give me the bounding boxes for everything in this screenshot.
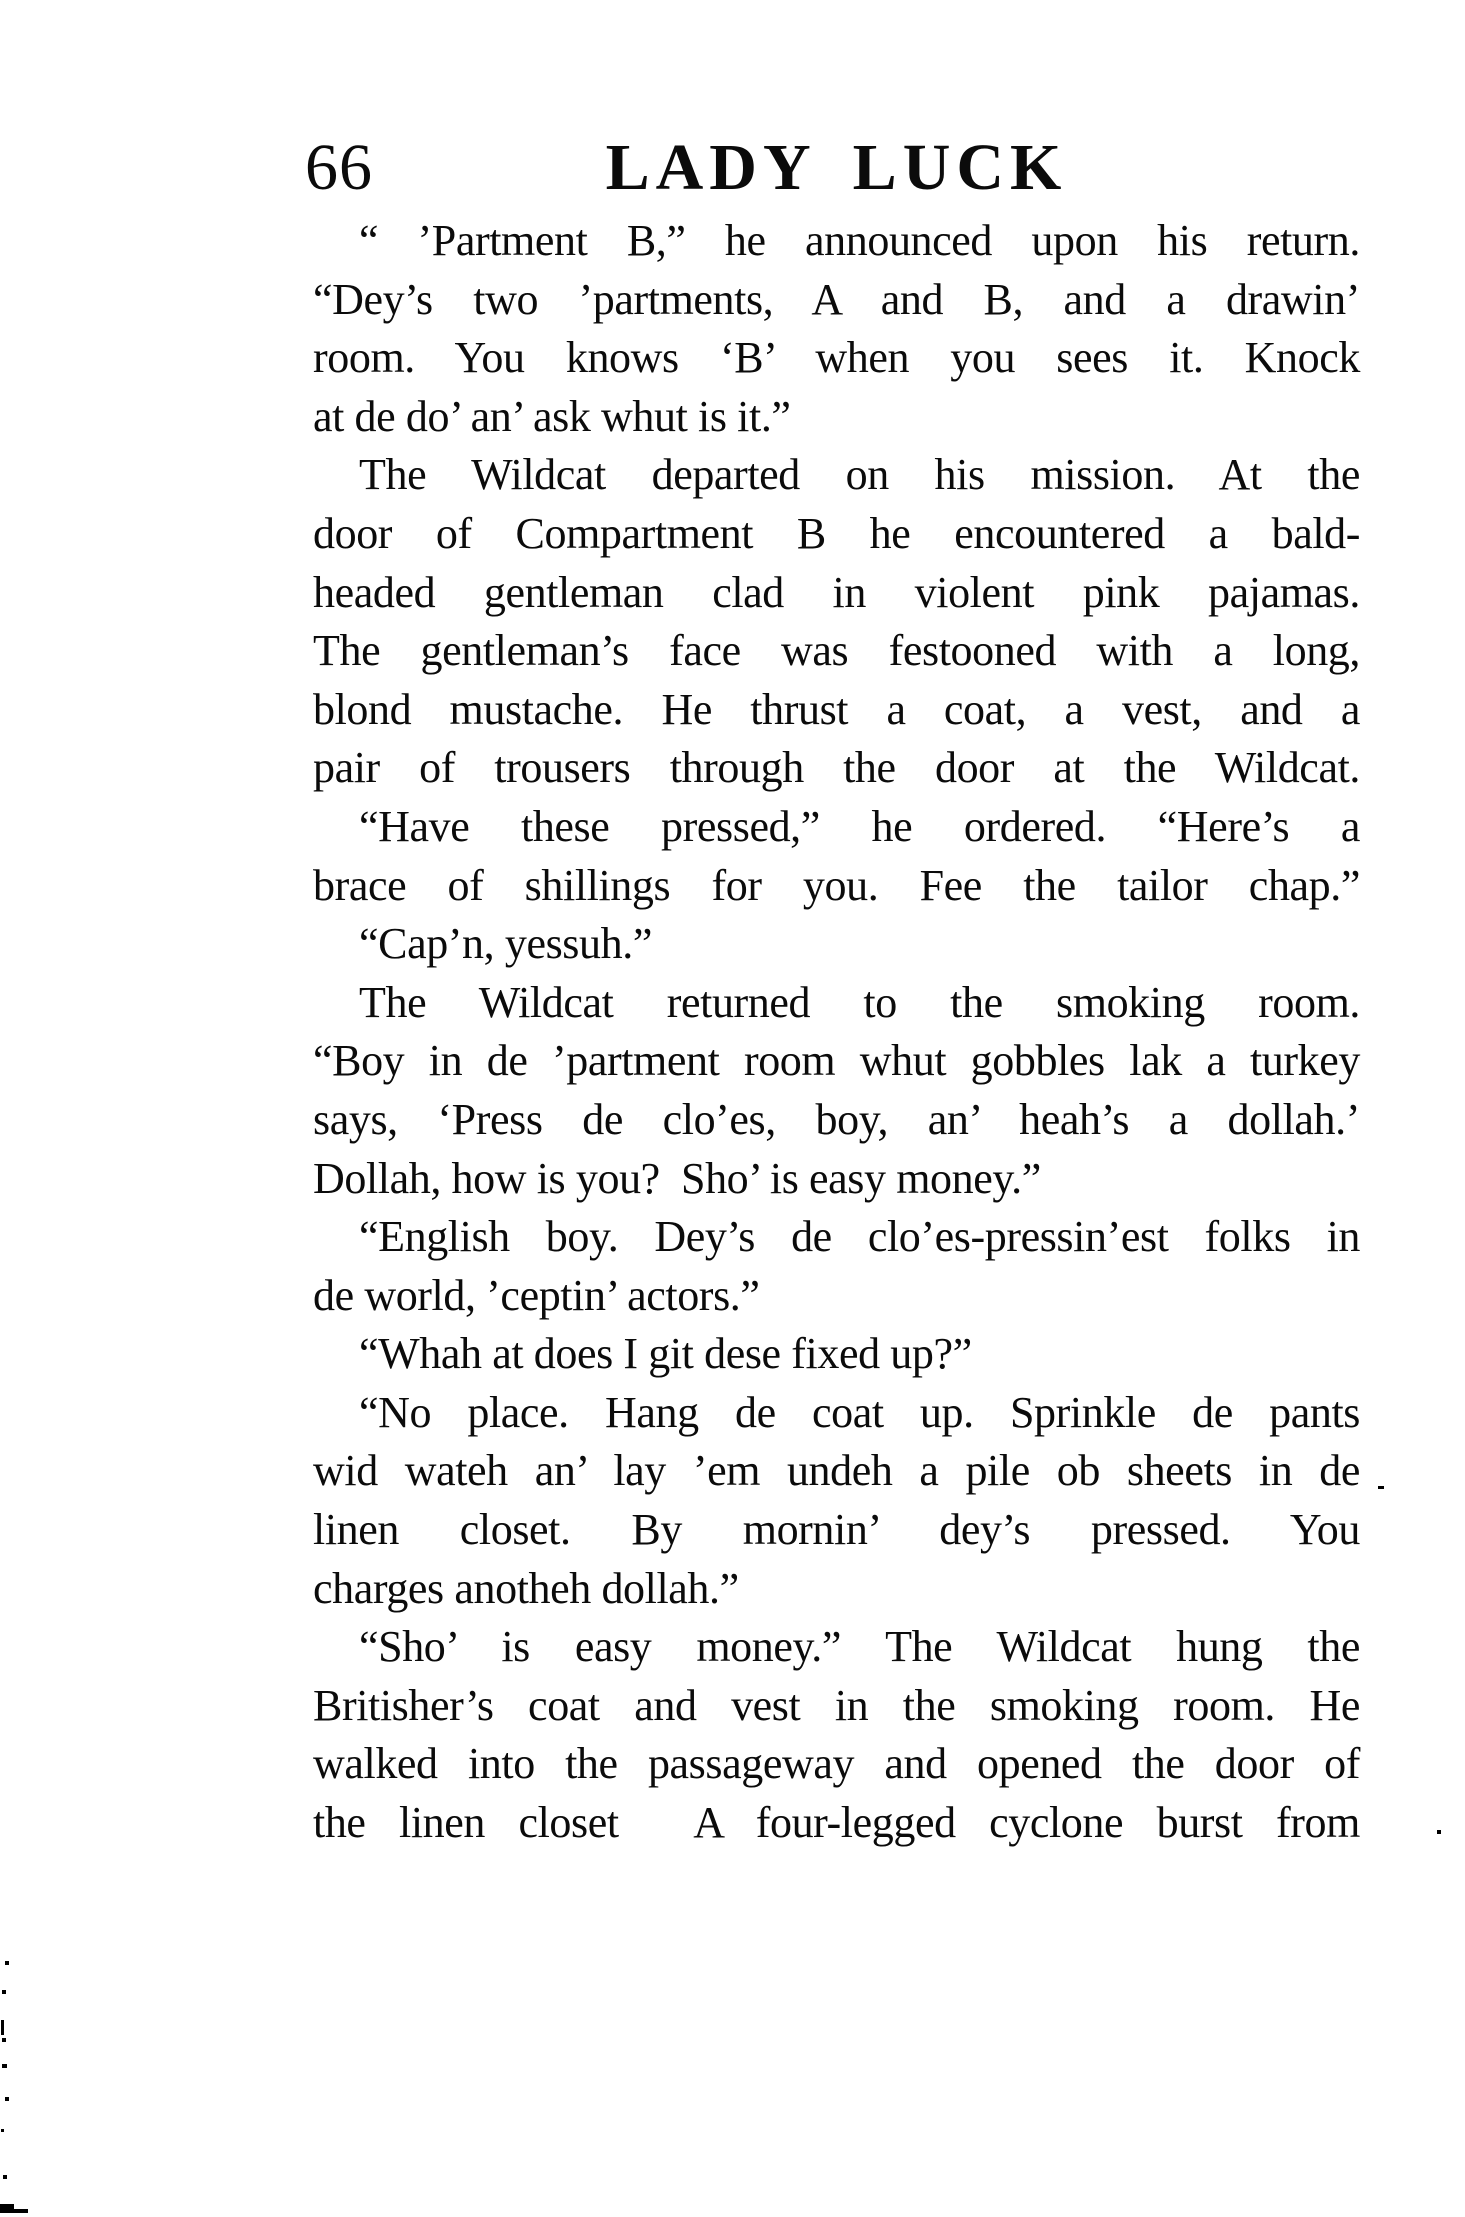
text-line: door of Compartment B he encountered a bald- <box>313 508 1360 558</box>
text-line: Dollah, how is you? Sho’ is easy money.” <box>313 1153 1041 1203</box>
scan-speck <box>2 1990 6 1994</box>
text-line: wid wateh an’ lay ’em undeh a pile ob sheets in de <box>313 1446 1360 1496</box>
scan-speck <box>2 2064 7 2068</box>
text-line: says, ‘Press de clo’es, boy, an’ heah’s a dollah.’ <box>313 1094 1360 1144</box>
text-line: pair of trousers through the door at the Wildcat. <box>313 743 1360 793</box>
text-line: headed gentleman clad in violent pink pajamas. <box>313 567 1360 617</box>
scan-speck <box>1437 1830 1441 1834</box>
text-line: “Dey’s two ’partments, A and B, and a drawin’ <box>313 274 1360 324</box>
text-line: Britisher’s coat and vest in the smoking room. He <box>313 1680 1360 1730</box>
text-line: charges anotheh dollah.” <box>313 1563 739 1613</box>
text-line: “Cap’n, yessuh.” <box>359 919 652 969</box>
text-line: “English boy. Dey’s de clo’es-pressin’est folks in <box>359 1212 1360 1262</box>
scan-mark-corner <box>0 2209 28 2213</box>
running-title: LADY LUCK <box>605 131 1068 204</box>
text-line: walked into the passageway and opened the door of <box>313 1739 1360 1789</box>
page-number: 66 <box>305 131 373 204</box>
text-line: brace of shillings for you. Fee the tailor chap.” <box>313 860 1360 910</box>
text-line: blond mustache. He thrust a coat, a vest, and a <box>313 684 1360 734</box>
text-line: “Boy in de ’partment room whut gobbles lak a turkey <box>313 1036 1360 1086</box>
text-line: The gentleman’s face was festooned with a long, <box>313 626 1360 676</box>
text-line: “Have these pressed,” he ordered. “Here’s a <box>359 801 1360 851</box>
text-line: room. You knows ‘B’ when you sees it. Knock <box>313 333 1360 383</box>
text-line: “Sho’ is easy money.” The Wildcat hung the <box>359 1622 1360 1672</box>
scan-speck <box>1 2129 4 2132</box>
text-line: The Wildcat returned to the smoking room. <box>359 977 1360 1027</box>
text-line: at de do’ an’ ask whut is it.” <box>313 391 791 441</box>
text-line: “Whah at does I git dese fixed up?” <box>359 1329 972 1379</box>
scan-speck <box>1 2020 4 2035</box>
text-line: “No place. Hang de coat up. Sprinkle de pants <box>359 1387 1360 1437</box>
scan-speck <box>3 2175 7 2179</box>
text-line: de world, ’ceptin’ actors.” <box>313 1270 760 1320</box>
scan-speck <box>2 2038 6 2042</box>
scan-speck <box>5 1961 9 1965</box>
running-header <box>305 131 1360 204</box>
scan-speck <box>1378 1486 1384 1489</box>
text-line: The Wildcat departed on his mission. At the <box>359 450 1360 500</box>
text-line: “ ’Partment B,” he announced upon his return. <box>359 216 1360 265</box>
text-line: linen closet. By mornin’ dey’s pressed. You <box>313 1505 1360 1555</box>
scan-speck <box>5 2097 9 2101</box>
text-column <box>313 212 1360 1853</box>
text-line: the linen closet A four-legged cyclone burst from <box>313 1798 1360 1848</box>
